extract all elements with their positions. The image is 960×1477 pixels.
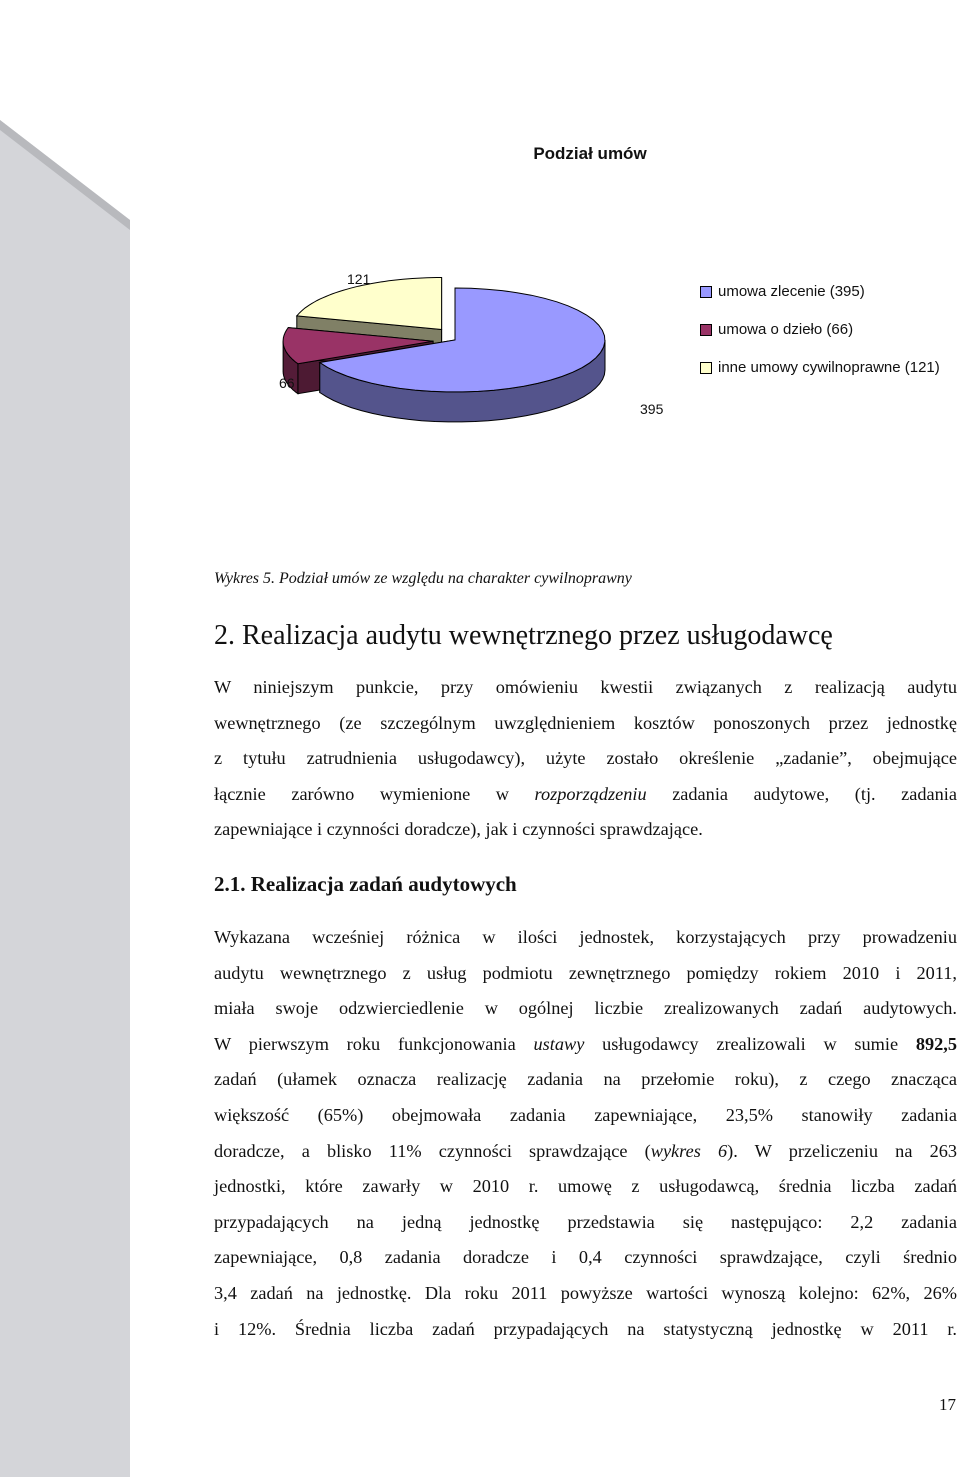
legend-swatch [700, 324, 712, 336]
text-line: łącznie zarówno wymienione w rozporządzeniu zadania audytowe, (tj. zadania [214, 783, 957, 804]
text-line: jednostki, które zawarły w 2010 r. umowę z usługodawcą, średnia liczba zadań [214, 1176, 957, 1197]
pie-data-label: 121 [347, 271, 371, 287]
text-line: 3,4 zadań na jednostkę. Dla roku 2011 powyższe wartości wynoszą kolejno: 62%, 26% [214, 1282, 957, 1303]
text-line: zapewniające i czynności doradcze), jak i czynności sprawdzające. [214, 819, 703, 840]
legend-item-umowa-zlecenie [700, 282, 940, 301]
legend-swatch [700, 362, 712, 374]
text-line: doradcze, a blisko 11% czynności sprawdzające (wykres 6). W przeliczeniu na 263 [214, 1140, 958, 1161]
pie-chart [265, 262, 665, 442]
section-heading: 2. Realizacja audytu wewnętrznego przez usługodawcę [214, 620, 833, 651]
figure-caption: Wykres 5. Podział umów ze względu na charakter cywilnoprawny [214, 570, 632, 587]
text-line: zapewniające, 0,8 zadania doradcze i 0,4 czynności sprawdzające, czyli średnio [214, 1247, 957, 1268]
legend-item-inne-umowy [700, 358, 940, 377]
paragraph-1 [214, 670, 957, 848]
text-line: przypadających na jedną jednostkę przedstawia się następująco: 2,2 zadania [214, 1211, 957, 1232]
paragraph-2 [214, 920, 957, 1347]
chart-legend [700, 282, 940, 396]
text-line: większość (65%) obejmowała zadania zapewniające, 23,5% stanowiły zadania [214, 1104, 957, 1125]
page-number: 17 [939, 1395, 956, 1414]
text-line: miała swoje odzwierciedlenie w ogólnej liczbie zrealizowanych zadań audytowych. [214, 998, 957, 1019]
side-decoration-band [0, 0, 130, 1477]
legend-label: umowa zlecenie (395) [718, 283, 865, 300]
legend-swatch [700, 286, 712, 298]
text-line: W pierwszym roku funkcjonowania ustawy usługodawcy zrealizowali w sumie 892,5 [214, 1033, 957, 1054]
text-line: Wykazana wcześniej różnica w ilości jednostek, korzystających przy prowadzeniu [214, 927, 957, 947]
text-line: i 12%. Średnia liczba zadań przypadających na statystyczną jednostkę w 2011 r. [214, 1318, 957, 1339]
subsection-heading: 2.1. Realizacja zadań audytowych [214, 872, 517, 896]
legend-label: inne umowy cywilnoprawne (121) [718, 359, 940, 376]
text-line: zadań (ułamek oznacza realizację zadania na przełomie roku), z czego znacząca [214, 1069, 957, 1090]
legend-item-umowa-o-dzielo [700, 320, 940, 339]
text-line: audytu wewnętrznego z usług podmiotu zewnętrznego pomiędzy rokiem 2010 i 2011, [214, 962, 957, 983]
pie-data-label: 66 [279, 375, 295, 391]
text-line: wewnętrznego (ze szczególnym uwzględnieniem kosztów ponoszonych przez jednostkę [214, 712, 957, 733]
pie-data-label: 395 [640, 401, 664, 417]
chart-title: Podział umów [533, 144, 647, 163]
legend-label: umowa o dzieło (66) [718, 321, 854, 338]
text-line: W niniejszym punkcie, przy omówieniu kwestii związanych z realizacją audytu [214, 677, 957, 697]
text-line: z tytułu zatrudnienia usługodawcy), użyte zostało określenie „zadanie”, obejmujące [214, 748, 957, 769]
